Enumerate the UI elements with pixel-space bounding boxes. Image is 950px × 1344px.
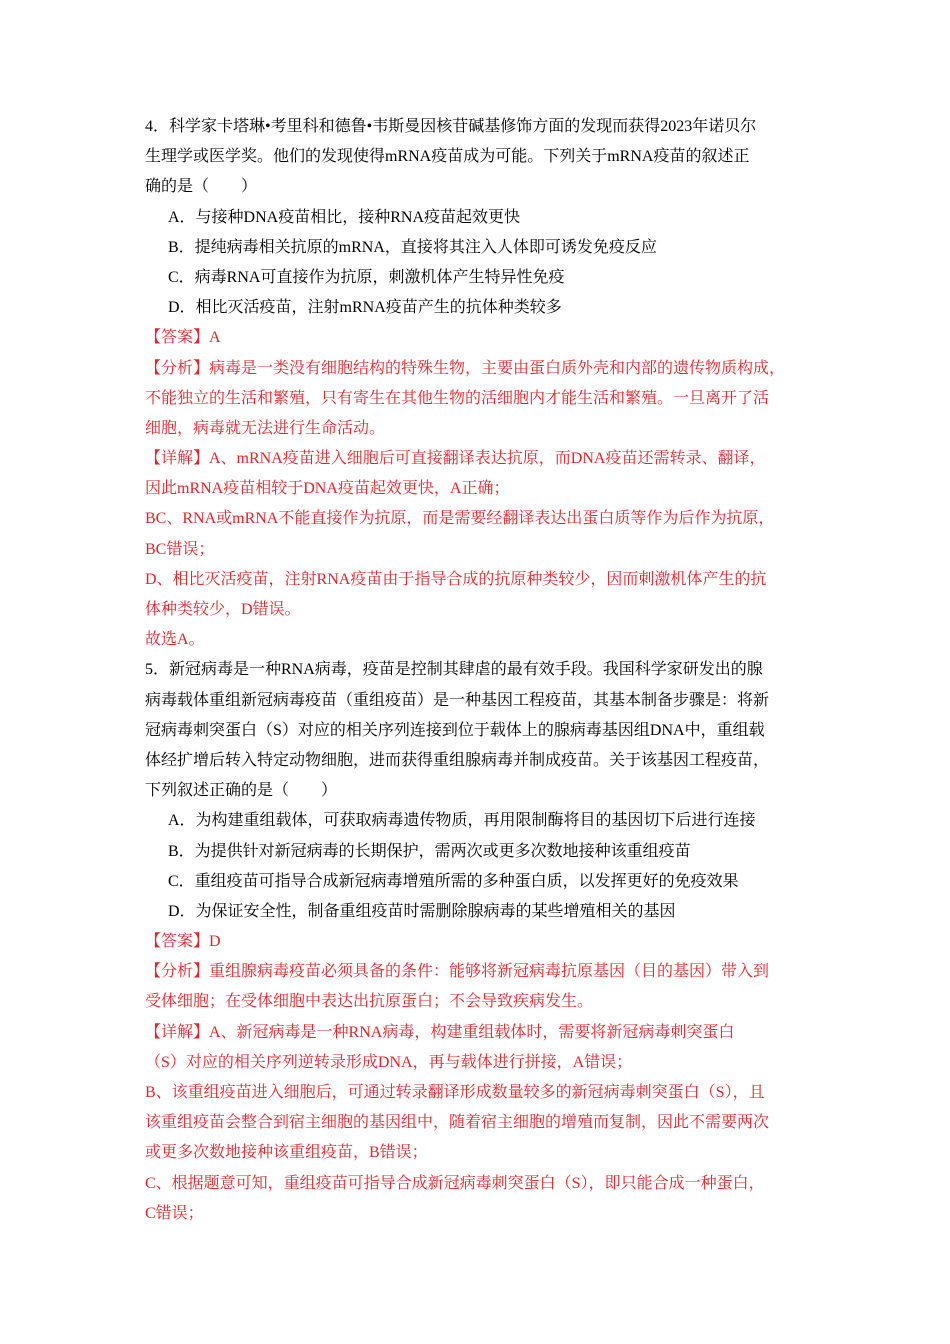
q5-stem-line-4: 体经扩增后转入特定动物细胞，进而获得重组腺病毒并制成疫苗。关于该基因工程疫苗， (145, 751, 770, 769)
q4-stem-line-3: 确的是（ ） (145, 178, 258, 196)
q5-stem-line-2: 病毒载体重组新冠病毒疫苗（重组疫苗）是一种基因工程疫苗，其基本制备步骤是：将新 (145, 691, 770, 709)
q5-analysis-line-1: 【分析】重组腺病毒疫苗必须具备的条件：能够将新冠病毒抗原基因（目的基因）带入到 (145, 963, 770, 981)
q5-detail-line-5: 或更多次数地接种该重组疫苗，B错误； (145, 1144, 428, 1162)
q4-detail-line-1: 【详解】A、mRNA疫苗进入细胞后可直接翻译表达抗原，而DNA疫苗还需转录、翻译， (145, 450, 766, 468)
q4-analysis-line-2: 不能独立的生活和繁殖，只有寄生在其他生物的活细胞内才能生活和繁殖。一旦离开了活 (145, 389, 770, 407)
q4-stem-line-2: 生理学或医学奖。他们的发现使得mRNA疫苗成为可能。下列关于mRNA疫苗的叙述正 (145, 148, 750, 166)
q4-stem-line-1: 4．科学家卡塔琳•考里科和德鲁•韦斯曼因核苷碱基修饰方面的发现而获得2023年诺贝尔 (145, 118, 757, 135)
question-4 (145, 112, 810, 655)
q5-detail-line-3: B、该重组疫苗进入细胞后，可通过转录翻译形成数量较多的新冠病毒刺突蛋白（S），且 (145, 1084, 765, 1101)
q5-option-b: B．为提供针对新冠病毒的长期保护，需两次或更多次数地接种该重组疫苗 (168, 842, 691, 860)
q4-option-c: C．病毒RNA可直接作为抗原，刺激机体产生特异性免疫 (168, 268, 565, 286)
q5-analysis-line-2: 受体细胞；在受体细胞中表达出抗原蛋白；不会导致疾病发生。 (145, 993, 594, 1011)
q4-detail-line-4: BC错误； (145, 540, 215, 558)
q5-detail-line-4: 该重组疫苗会整合到宿主细胞的基因组中，随着宿主细胞的增殖而复制，因此不需要两次 (145, 1114, 770, 1132)
q5-stem-line-5: 下列叙述正确的是（ ） (145, 782, 338, 800)
q4-analysis-line-1: 【分析】病毒是一类没有细胞结构的特殊生物，主要由蛋白质外壳和内部的遗传物质构成， (145, 359, 786, 377)
q4-detail-line-6: 体种类较少，D错误。 (145, 601, 301, 618)
q4-detail-line-3: BC、RNA或mRNA不能直接作为抗原，而是需要经翻译表达出蛋白质等作为后作为抗原， (145, 510, 775, 528)
q4-option-b: B．提纯病毒相关抗原的mRNA，直接将其注入人体即可诱发免疫反应 (168, 238, 657, 256)
q5-detail-line-2: （S）对应的相关序列逆转录形成DNA，再与载体进行拼接，A错误； (145, 1053, 633, 1071)
q5-answer: 【答案】D (145, 933, 221, 951)
document-page (145, 112, 810, 1229)
question-5 (145, 655, 810, 1229)
q5-detail-line-1: 【详解】A、新冠病毒是一种RNA病毒，构建重组载体时，需要将新冠病毒刺突蛋白 (145, 1023, 735, 1041)
q4-option-d: D．相比灭活疫苗，注射mRNA疫苗产生的抗体种类较多 (168, 299, 562, 317)
q4-analysis-line-3: 细胞，病毒就无法进行生命活动。 (145, 419, 386, 437)
q5-stem-line-1: 5．新冠病毒是一种RNA病毒，疫苗是控制其肆虐的最有效手段。我国科学家研发出的腺 (145, 661, 763, 679)
q5-stem-line-3: 冠病毒刺突蛋白（S）对应的相关序列连接到位于载体上的腺病毒基因组DNA中，重组载 (145, 721, 765, 739)
q4-answer: 【答案】A (145, 329, 221, 347)
q4-detail-line-5: D、相比灭活疫苗，注射RNA疫苗由于指导合成的抗原种类较少，因而刺激机体产生的抗 (145, 570, 767, 588)
q5-detail-line-6: C、根据题意可知，重组疫苗可指导合成新冠病毒刺突蛋白（S），即只能合成一种蛋白， (145, 1174, 765, 1192)
q5-option-d: D．为保证安全性，制备重组疫苗时需删除腺病毒的某些增殖相关的基因 (168, 902, 676, 920)
q4-detail-line-2: 因此mRNA疫苗相较于DNA疫苗起效更快，A正确； (145, 480, 510, 498)
q4-conclusion: 故选A。 (145, 631, 205, 649)
q5-option-a: A．为构建重组载体，可获取病毒遗传物质，再用限制酶将目的基因切下后进行连接 (168, 812, 756, 830)
q5-detail-line-7: C错误； (145, 1204, 204, 1222)
q4-option-a: A．与接种DNA疫苗相比，接种RNA疫苗起效更快 (168, 208, 521, 226)
q5-option-c: C．重组疫苗可指导合成新冠病毒增殖所需的多种蛋白质，以发挥更好的免疫效果 (168, 872, 739, 890)
